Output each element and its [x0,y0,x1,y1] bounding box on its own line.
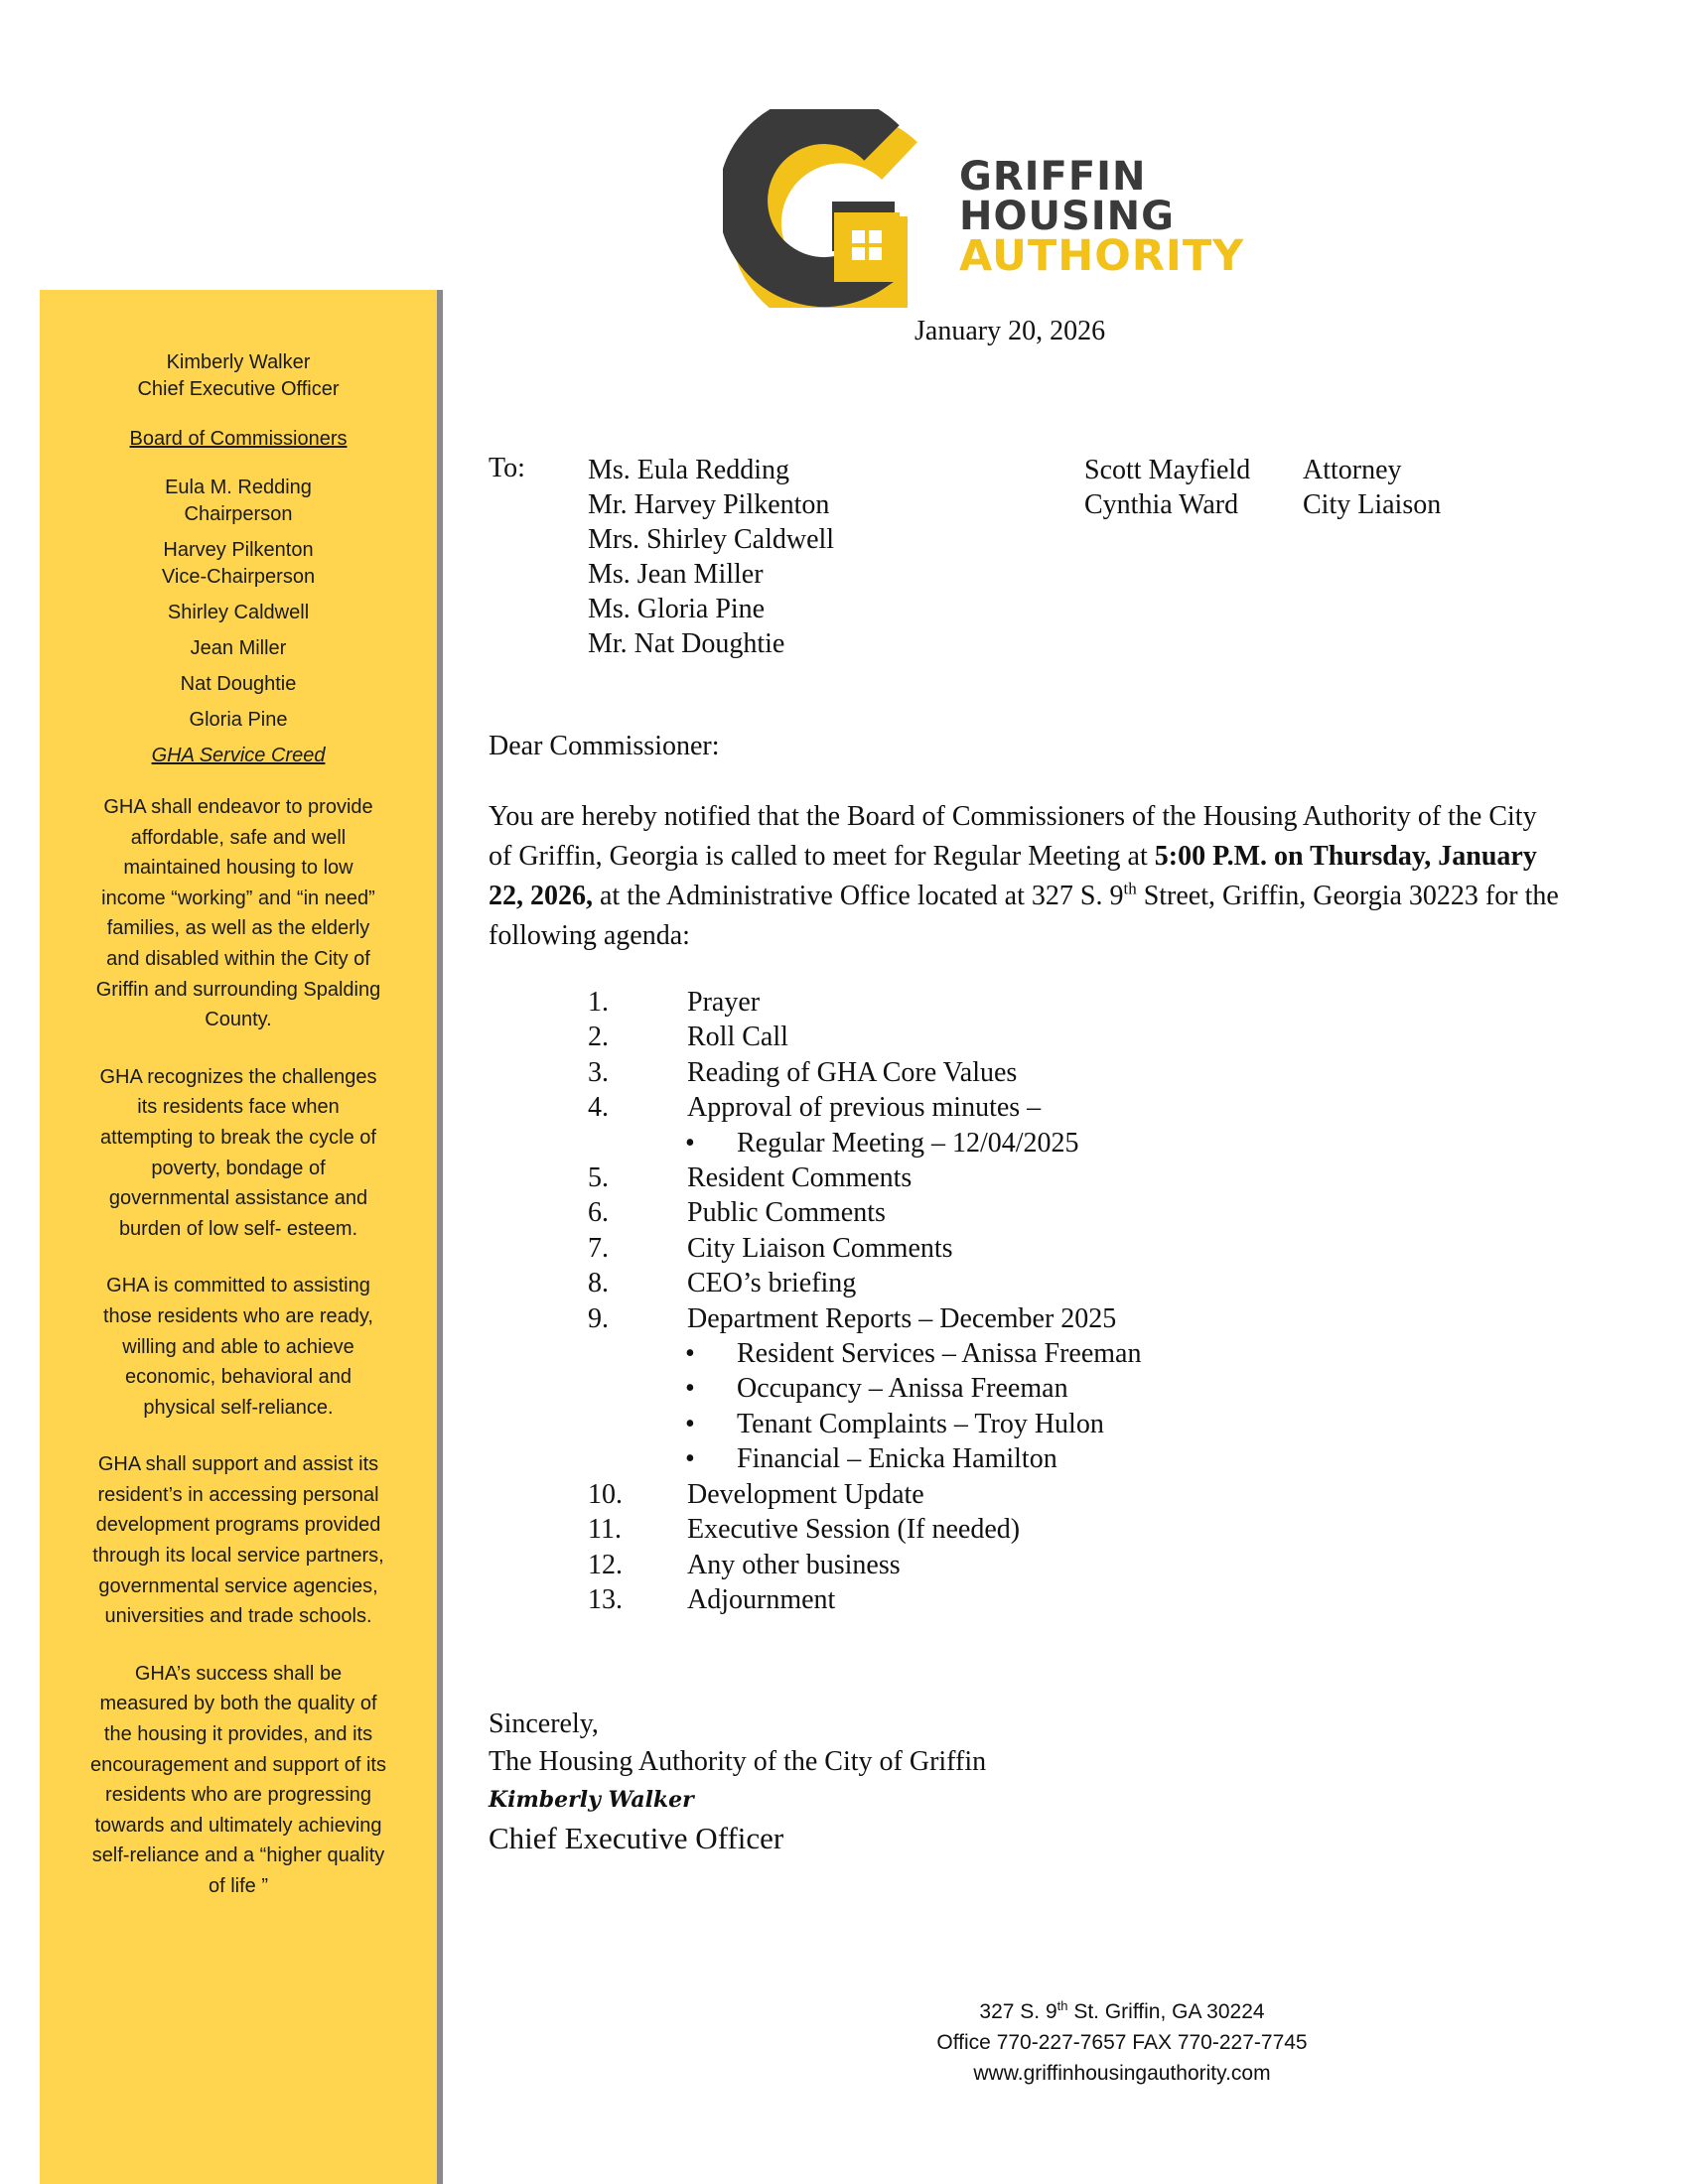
ceo-name: Kimberly Walker [166,351,311,373]
creed-paragraph: GHA shall endeavor to provide affordable, safe and well maintained housing to low income “working” and “in need” families, as well as the elderly and disabled within the City of Griffin and surrounding Spalding County. [95,796,381,1031]
agenda-subitem-text: Tenant Complaints – Troy Hulon [737,1408,1104,1439]
creed-heading: GHA Service Creed [151,745,326,766]
letter-date: January 20, 2026 [914,316,1106,346]
ordinal-suffix: th [1123,879,1137,898]
member-name: Gloria Pine [189,709,288,731]
agenda-item [588,1512,1141,1547]
agenda-text: Public Comments [687,1197,886,1229]
agenda-number: 11. [588,1514,622,1546]
meeting-time: 5:00 P.M. on Thursday, January 22, 2026, [489,841,1537,911]
creed-paragraph: GHA shall support and assist its resident’s in accessing personal development programs provided through its local service partners, governmental service agencies, universities and trade schools. [92,1453,384,1628]
body-intro: You are hereby notified that the Board of Commissioners of the Housing Authority of the City of Griffin, Georgia is called to meet for Regular Meeting at [489,801,1537,872]
gha-logo-mark-icon [723,109,961,308]
logo-line-housing: HOUSING [959,194,1175,239]
cc-list [1084,453,1441,522]
member-name: Shirley Caldwell [167,602,310,623]
agenda-subitem [588,1336,1141,1371]
member-name: Nat Doughtie [180,673,297,695]
address-street: 327 S. 9 [979,2000,1057,2023]
creed-paragraph: GHA is committed to assisting those residents who are ready, willing and able to achieve economic, behavioral and physical self-reliance. [102,1275,373,1419]
signature: Kimberly Walker [489,1787,694,1813]
agenda-item [588,1090,1141,1125]
agenda-text: Department Reports – December 2025 [687,1302,1117,1334]
agenda-number: 8. [588,1268,609,1299]
cc-row [1084,453,1441,487]
board-member [40,475,437,528]
board-heading: Board of Commissioners [129,428,348,450]
salutation: Dear Commissioner: [489,731,720,761]
agenda-item [588,1582,1141,1617]
agenda-subitem-text: Occupancy – Anissa Freeman [737,1373,1068,1405]
member-name: Jean Miller [190,637,287,659]
agenda-subitem [588,1371,1141,1406]
member-name: Harvey Pilkenton [163,539,314,561]
agenda-item [588,1195,1141,1230]
footer [894,1996,1350,2089]
agenda-text: City Liaison Comments [687,1232,953,1264]
board-member [40,671,437,698]
to-label: To: [489,453,525,483]
body-mid: at the Administrative Office located at 327 S. 9 [593,881,1124,911]
agenda-list [588,985,1141,1617]
recipient-list [588,453,834,661]
bullet-icon: • [685,1408,695,1439]
closing-block [489,1706,986,1858]
agenda-item [588,1020,1141,1054]
agenda-number: 13. [588,1583,623,1615]
agenda-text: CEO’s briefing [687,1268,857,1299]
agenda-text: Reading of GHA Core Values [687,1056,1018,1088]
sidebar [40,290,437,2184]
recipient: Ms. Eula Redding [588,455,789,485]
agenda-number: 12. [588,1549,623,1580]
signer-title: Chief Executive Officer [489,1821,784,1855]
agenda-item [588,1231,1141,1266]
agenda-item [588,985,1141,1020]
agenda-number: 5. [588,1162,609,1194]
agenda-item [588,1548,1141,1582]
sidebar-ceo [40,349,437,403]
agenda-subitem-text: Resident Services – Anissa Freeman [737,1338,1142,1370]
agenda-subitem-text: Regular Meeting – 12/04/2025 [737,1127,1079,1159]
gha-logo [723,109,1259,308]
agenda-text: Adjournment [687,1583,836,1615]
member-role: Vice-Chairperson [161,566,316,588]
bullet-icon: • [685,1443,695,1475]
agenda-number: 2. [588,1022,609,1053]
agenda-number: 6. [588,1197,609,1229]
board-member [40,537,437,591]
address-ordinal: th [1056,1998,1068,2013]
recipient: Mr. Nat Doughtie [588,628,785,659]
agenda-text: Resident Comments [687,1162,913,1194]
creed-paragraph: GHA’s success shall be measured by both the quality of the housing it provides, and its encouragement and support of its residents who are progressing towards and ultimately achieving self-reliance and a “higher quality of life ” [90,1662,386,1897]
agenda-text: Approval of previous minutes – [687,1092,1042,1124]
agenda-item [588,1477,1141,1512]
footer-website[interactable]: www.griffinhousingauthority.com [973,2062,1271,2085]
bullet-icon: • [685,1373,695,1405]
agenda-number: 7. [588,1232,609,1264]
organization-name: The Housing Authority of the City of Griffin [489,1746,987,1777]
footer-phones: Office 770-227-7657 FAX 770-227-7745 [936,2031,1308,2054]
cc-role: Attorney [1303,455,1402,485]
agenda-item [588,1266,1141,1300]
agenda-text: Development Update [687,1478,924,1510]
cc-row [1084,487,1441,522]
creed-paragraph: GHA recognizes the challenges its residents face when attempting to break the cycle of poverty, bondage of governmental assistance and burden of low self- esteem. [99,1065,377,1240]
board-member [40,600,437,626]
recipient: Ms. Jean Miller [588,559,764,590]
cc-name: Cynthia Ward [1084,489,1239,520]
agenda-text: Any other business [687,1549,901,1580]
bullet-icon: • [685,1338,695,1370]
logo-wordmark [959,154,1245,281]
agenda-number: 1. [588,987,609,1018]
closing-line: Sincerely, [489,1708,599,1739]
cc-role: City Liaison [1303,489,1442,520]
address-city: St. Griffin, GA 30224 [1067,2000,1265,2023]
member-name: Eula M. Redding [165,477,312,498]
cc-name: Scott Mayfield [1084,455,1251,485]
agenda-item [588,1301,1141,1336]
agenda-item [588,1160,1141,1195]
ceo-title: Chief Executive Officer [137,378,340,400]
recipient: Mrs. Shirley Caldwell [588,524,835,555]
agenda-text: Prayer [687,987,761,1018]
agenda-text: Roll Call [687,1022,788,1053]
agenda-number: 4. [588,1092,609,1124]
agenda-number: 10. [588,1478,623,1510]
logo-line-authority: AUTHORITY [959,231,1245,281]
footer-address [894,1996,1350,2027]
agenda-number: 9. [588,1302,609,1334]
board-member [40,707,437,734]
board-member [40,635,437,662]
body-end: Street, Griffin, Georgia 30223 for the following agenda: [489,881,1559,951]
agenda-subitem [588,1126,1141,1160]
member-role: Chairperson [184,503,293,525]
body-paragraph [489,797,1561,956]
agenda-text: Executive Session (If needed) [687,1514,1021,1546]
agenda-subitem-text: Financial – Enicka Hamilton [737,1443,1057,1475]
recipient: Ms. Gloria Pine [588,594,766,624]
recipient: Mr. Harvey Pilkenton [588,489,830,520]
agenda-number: 3. [588,1056,609,1088]
agenda-subitem [588,1441,1141,1476]
agenda-item [588,1055,1141,1090]
bullet-icon: • [685,1127,695,1159]
agenda-subitem [588,1407,1141,1441]
logo-line-griffin: GRIFFIN [959,154,1147,200]
